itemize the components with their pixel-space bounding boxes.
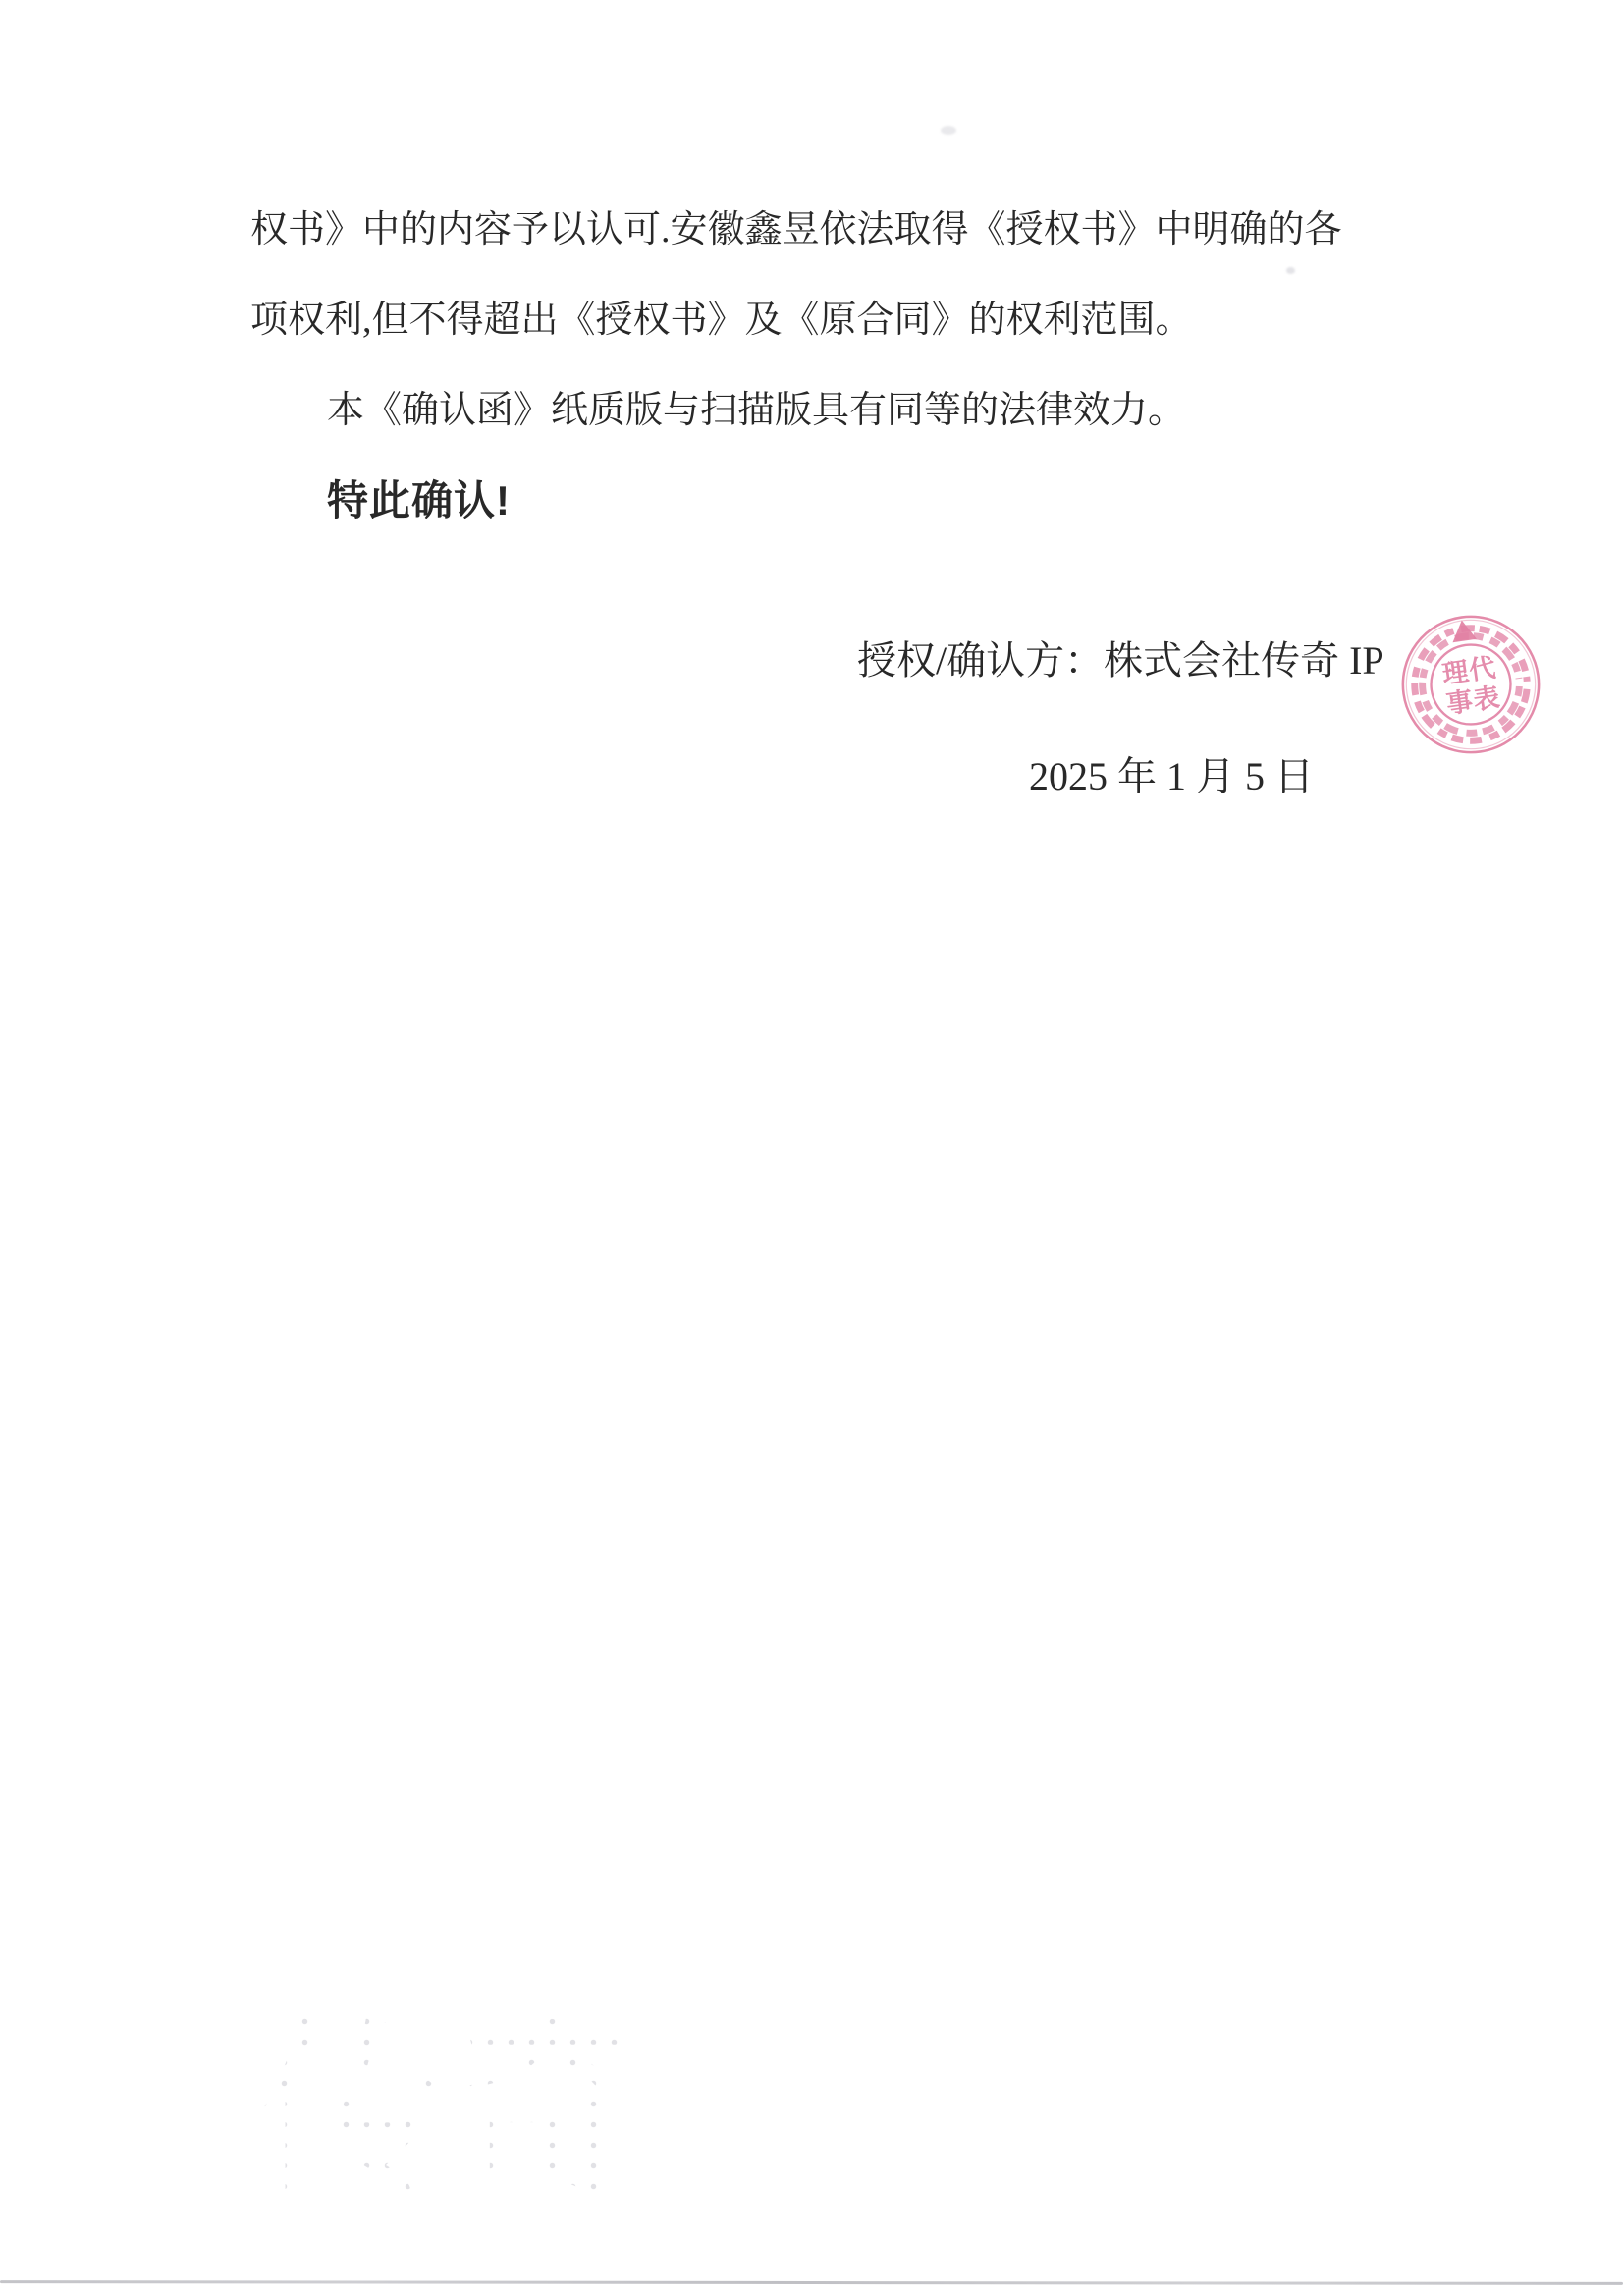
body-line-3: 本《确认函》纸质版与扫描版具有同等的法律效力。 xyxy=(327,390,1186,431)
stamp-char-shi: 事 xyxy=(1444,685,1475,720)
company-seal-stamp-icon xyxy=(1393,607,1548,762)
confirmation-statement: 特此确认! xyxy=(327,477,511,523)
scan-speck xyxy=(1286,267,1295,274)
stamp-char-li: 理 xyxy=(1440,656,1471,689)
authorizing-party-line: 授权/确认方：株式会社传奇 IP xyxy=(857,638,1384,683)
body-paragraphs xyxy=(250,185,1409,546)
signature-date: 2025 年 1 月 5 日 xyxy=(1029,754,1314,798)
stamp-char-dai: 代 xyxy=(1467,652,1498,685)
stamp-char-biao: 表 xyxy=(1471,682,1502,716)
body-line-2: 项权利,但不得超出《授权书》及《原合同》的权利范围。 xyxy=(250,300,1193,341)
scanner-edge-line xyxy=(0,2280,1623,2285)
body-line-1: 权书》中的内容予以认可.安徽鑫昱依法取得《授权书》中明确的各 xyxy=(250,209,1342,250)
dotted-watermark: 传奇 xyxy=(253,2007,650,2222)
scan-speck xyxy=(941,126,956,135)
